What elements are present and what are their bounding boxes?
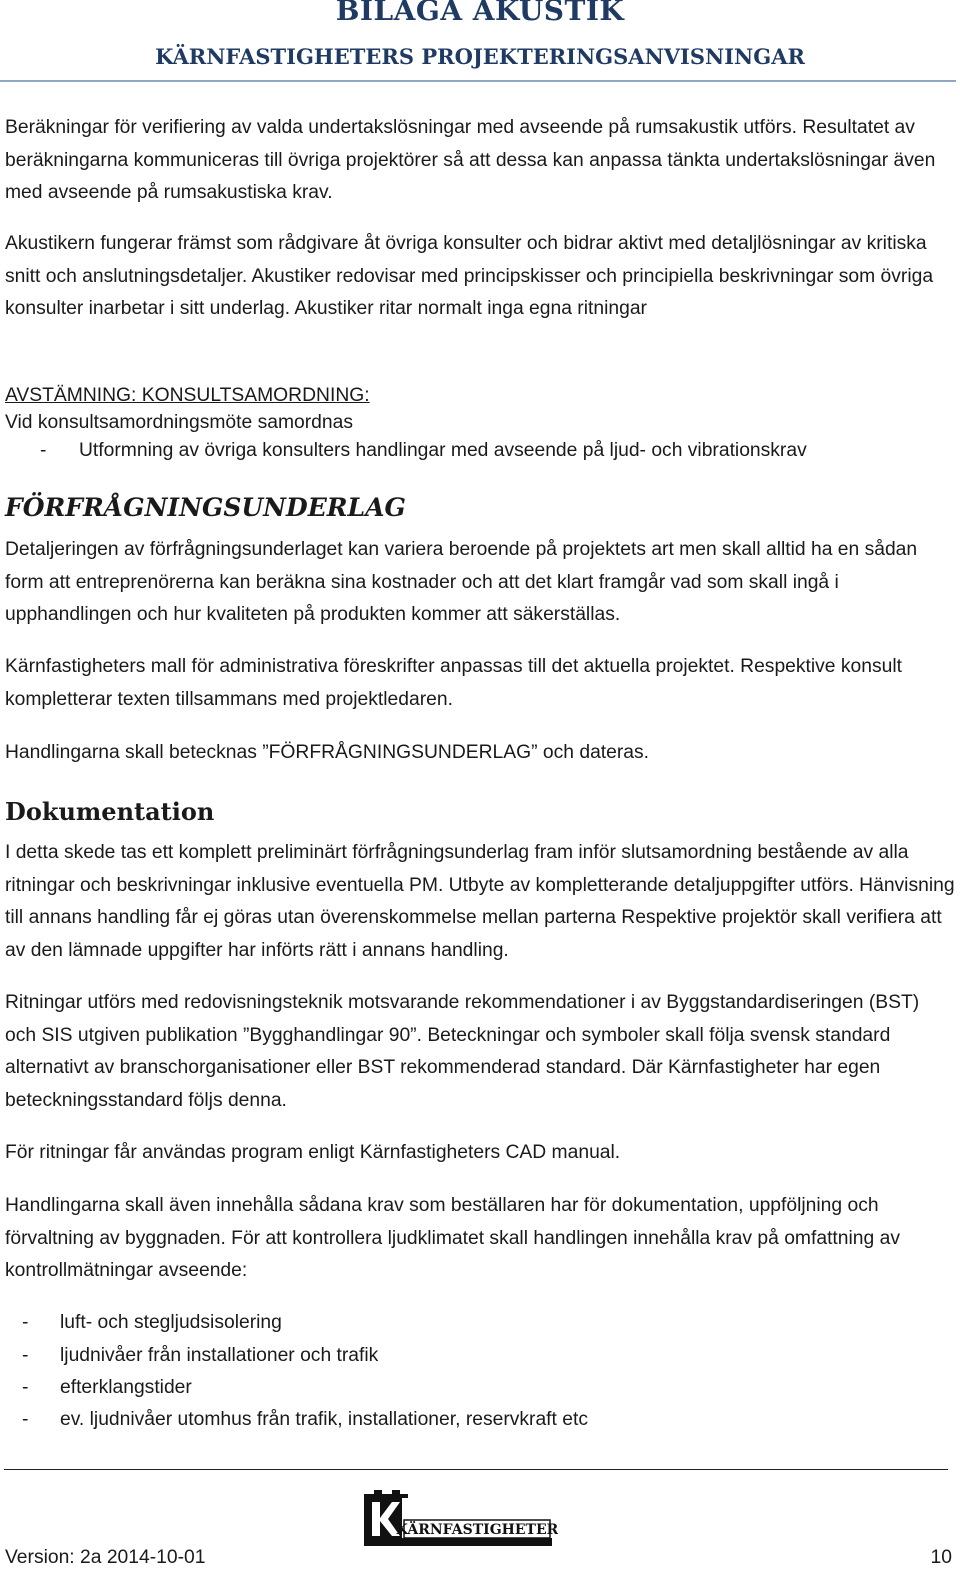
- paragraph-detailing: Detaljeringen av förfrågningsunderlaget kan variera beroende på projektets art men skall alltid ha en sådan form att entreprenörerna kan beräkna sina kostnader och att det klart framgår vad som skall ingå i upphandlingen och hur kvaliteten på produkten kommer att säkerställas.: [5, 539, 918, 625]
- coordination-text: Vid konsultsamordningsmöte samordnas: [5, 412, 353, 433]
- list-item: ev. ljudnivåer utomhus från trafik, installationer, reservkraft etc: [60, 1409, 588, 1430]
- paragraph-calculations: Beräkningar för verifiering av valda undertakslösningar med avseende på rumsakustik utförs. Resultatet av beräkningarna kommuniceras till övriga projektörer så att dessa kan anpassa tänkta undertakslösningar även med avseende på rumsakustiska krav.: [5, 117, 936, 203]
- paragraph-drawings: Ritningar utförs med redovisningsteknik motsvarande rekommendationer i av Byggstandardiseringen (BST) och SIS utgiven publikation ”Bygghandlingar 90”. Beteckningar och symboler skall följa svensk standard alternativt av branschorganisationer eller BST rekommenderad standard. Där Kärnfastigheter har egen beteckningsstandard följs denna.: [5, 992, 920, 1111]
- paragraph-designation: Handlingarna skall betecknas ”FÖRFRÅGNINGSUNDERLAG” och dateras.: [5, 742, 650, 763]
- section-heading-dokumentation: Dokumentation: [5, 797, 215, 826]
- footer-rule: [4, 1469, 948, 1470]
- list-item: luft- och stegljudsisolering: [60, 1312, 282, 1333]
- paragraph-template: Kärnfastigheters mall för administrativa föreskrifter anpassas till det aktuella projektet. Respektive konsult kompletterar texten tillsammans med projektledaren.: [5, 656, 902, 710]
- list-item: efterklangstider: [60, 1377, 192, 1398]
- list-dash: -: [22, 1377, 29, 1398]
- section-heading-forfragningsunderlag: FÖRFRÅGNINGSUNDERLAG: [5, 493, 406, 522]
- page-number: 10: [930, 1547, 952, 1568]
- document-subtitle: KÄRNFASTIGHETERS PROJEKTERINGSANVISNINGAR: [155, 44, 805, 69]
- header-rule: [0, 80, 956, 82]
- logo-text: KÄRNFASTIGHETER: [395, 1522, 558, 1538]
- list-dash: -: [22, 1312, 29, 1333]
- list-dash: -: [40, 440, 47, 461]
- list-dash: -: [22, 1409, 29, 1430]
- list-item: ljudnivåer från installationer och trafik: [60, 1345, 379, 1366]
- paragraph-requirements: Handlingarna skall även innehålla sådana krav som beställaren har för dokumentation, uppföljning och förvaltning av byggnaden. För att kontrollera ljudklimatet skall handlingen innehålla krav på omfattning av kontrollmätningar avseende:: [5, 1195, 900, 1281]
- document-title: BILAGA AKUSTIK: [335, 0, 625, 27]
- paragraph-cad: För ritningar får användas program enligt Kärnfastigheters CAD manual.: [5, 1142, 621, 1163]
- karnfastigheter-logo: [362, 1488, 558, 1550]
- paragraph-documentation: I detta skede tas ett komplett preliminärt förfrågningsunderlag fram inför slutsamordning bestående av alla ritningar och beskrivningar inklusive eventuella PM. Utbyte av kompletterande detaljuppgifter utförs. Hänvisning till annans handling får ej göras utan överenskommelse mellan parterna Respektive projektör skall verifiera att av den lämnade uppgifter har införts rätt i annans handling.: [5, 842, 955, 961]
- paragraph-acoustician-role: Akustikern fungerar främst som rådgivare åt övriga konsulter och bidrar aktivt med detaljlösningar av kritiska snitt och anslutningsdetaljer. Akustiker redovisar med principskisser och principiella beskrivningar som övriga konsulter inarbetar i sitt underlag. Akustiker ritar normalt inga egna ritningar: [5, 233, 934, 319]
- coordination-item: Utformning av övriga konsulters handlingar med avseende på ljud- och vibrationskrav: [79, 440, 807, 461]
- version-label: Version: 2a 2014-10-01: [5, 1547, 206, 1568]
- coordination-heading: AVSTÄMNING: KONSULTSAMORDNING:: [5, 385, 370, 406]
- list-dash: -: [22, 1345, 29, 1366]
